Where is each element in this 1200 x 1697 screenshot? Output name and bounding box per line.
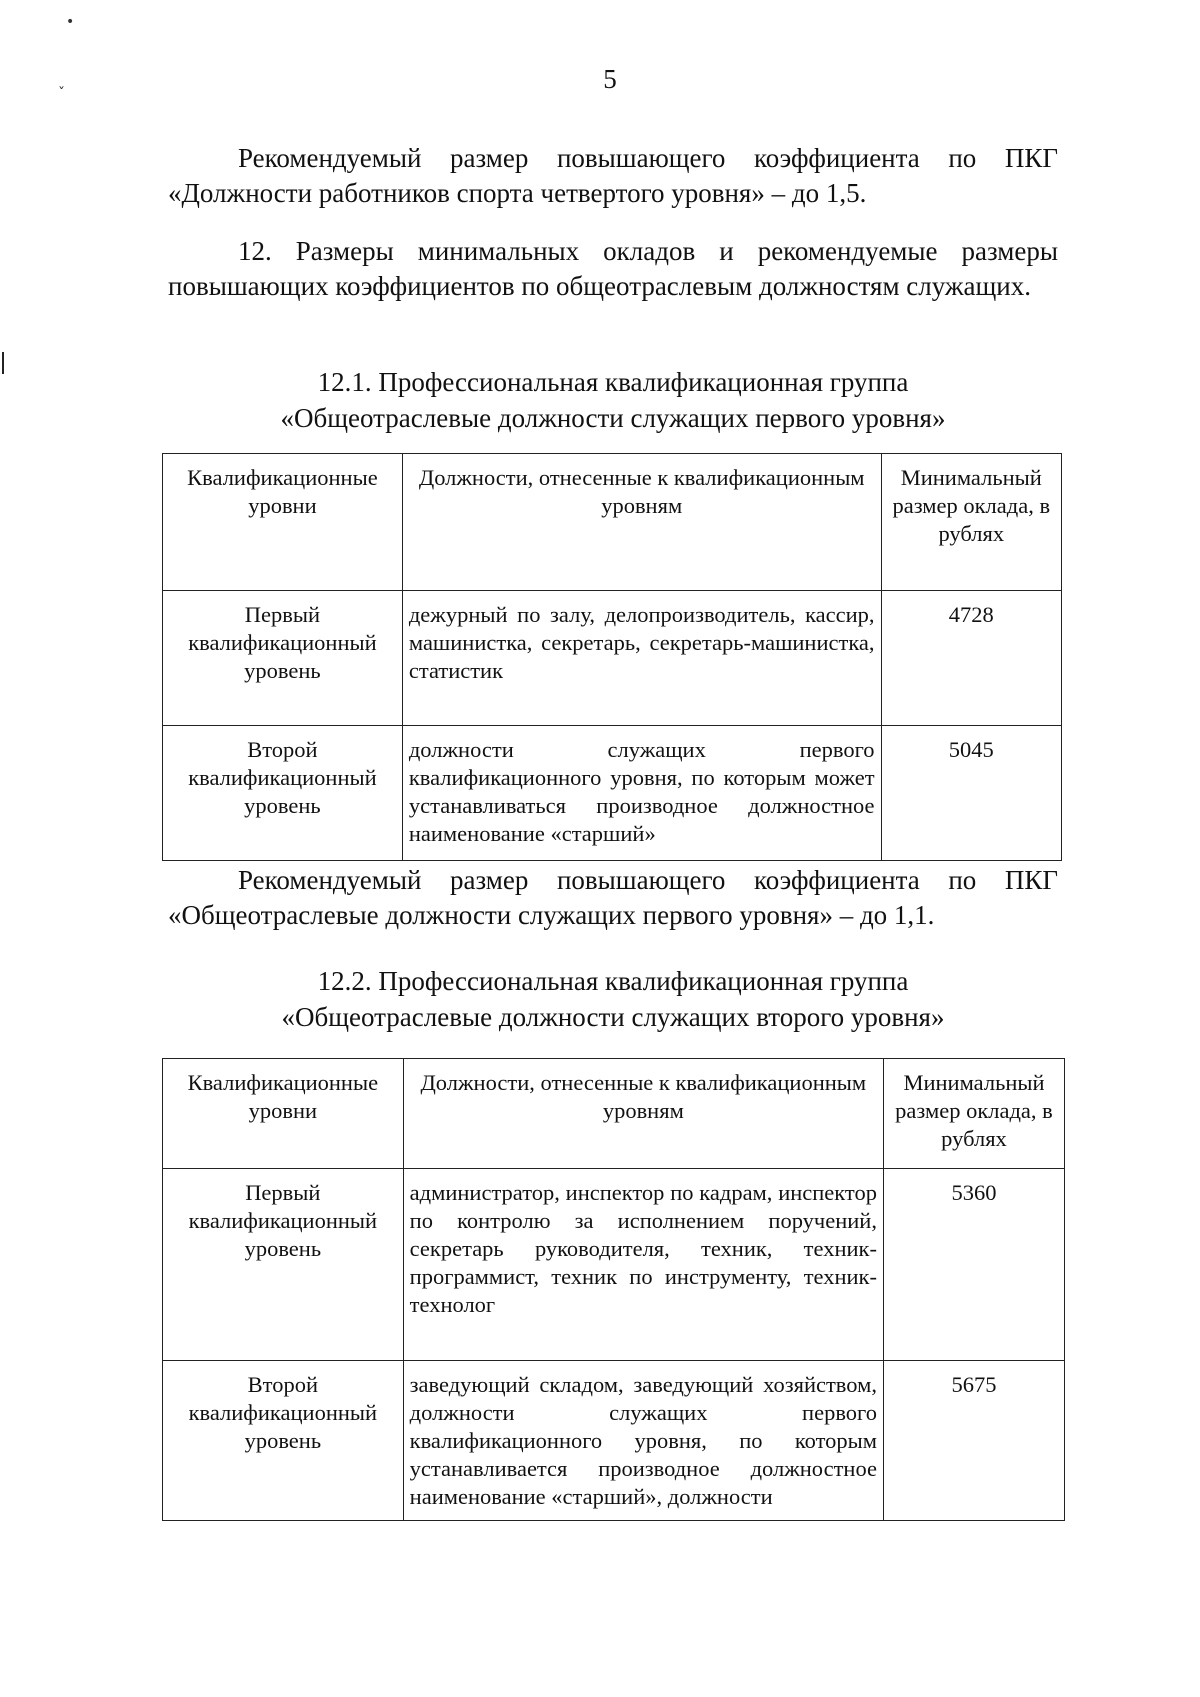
table-header-row xyxy=(163,1059,1065,1169)
scan-artifact-mark: ˇ xyxy=(58,86,65,102)
header-qual-levels: Квалификационные уровни xyxy=(163,454,403,591)
table-row xyxy=(163,726,1062,861)
pkg4-recommendation-paragraph: Рекомендуемый размер повышающего коэффициента по ПКГ «Должности работников спорта четвертого уровня» – до 1,5. xyxy=(168,143,1058,208)
section-12-2-heading xyxy=(168,963,1058,1035)
pkg-second-level-table xyxy=(162,1058,1065,1521)
row-positions: должности служащих первого квалификационного уровня, по которым может устанавливаться производное должностное наименование «старший» xyxy=(402,726,881,861)
row-positions: дежурный по залу, делопроизводитель, кассир, машинистка, секретарь, секретарь-машинистка, статистик xyxy=(402,591,881,726)
row-salary: 5045 xyxy=(881,726,1061,861)
row-salary: 4728 xyxy=(881,591,1061,726)
section-12-2-heading-line2: «Общеотраслевые должности служащих второго уровня» xyxy=(281,1002,945,1032)
row-positions: заведующий складом, заведующий хозяйством, должности служащих первого квалификационного уровня, по которым устанавливается производное должностное наименование «старший», должности xyxy=(403,1361,883,1521)
page-number: 5 xyxy=(603,64,617,94)
row-level: Первый квалификационный уровень xyxy=(163,1169,404,1361)
pkg-first-level-table xyxy=(162,453,1062,861)
section-12-1-heading-line1: 12.1. Профессиональная квалификационная группа xyxy=(317,367,909,397)
pkg-first-level-recommendation: Рекомендуемый размер повышающего коэффициента по ПКГ «Общеотраслевые должности служащих первого уровня» – до 1,1. xyxy=(168,865,1058,930)
table-row xyxy=(163,591,1062,726)
section-12-paragraph: 12. Размеры минимальных окладов и рекомендуемые размеры повышающих коэффициентов по общеотраслевым должностям служащих. xyxy=(168,236,1058,301)
header-qual-levels: Квалификационные уровни xyxy=(163,1059,404,1169)
row-salary: 5675 xyxy=(883,1361,1064,1521)
header-min-salary: Минимальный размер оклада, в рублях xyxy=(883,1059,1064,1169)
table-row xyxy=(163,1361,1065,1521)
row-level: Второй квалификационный уровень xyxy=(163,726,403,861)
section-12-2-heading-line1: 12.2. Профессиональная квалификационная группа xyxy=(317,966,909,996)
scan-edge-line xyxy=(2,352,4,374)
header-positions: Должности, отнесенные к квалификационным уровням xyxy=(402,454,881,591)
row-level: Первый квалификационный уровень xyxy=(163,591,403,726)
row-positions: администратор, инспектор по кадрам, инспектор по контролю за исполнением поручений, секретарь руководителя, техник, техник-программист, техник по инструменту, техник-технолог xyxy=(403,1169,883,1361)
scan-artifact-mark: • xyxy=(66,14,75,30)
header-positions: Должности, отнесенные к квалификационным уровням xyxy=(403,1059,883,1169)
header-min-salary: Минимальный размер оклада, в рублях xyxy=(881,454,1061,591)
table-row xyxy=(163,1169,1065,1361)
section-12-1-heading-line2: «Общеотраслевые должности служащих первого уровня» xyxy=(280,403,946,433)
row-salary: 5360 xyxy=(883,1169,1064,1361)
section-12-1-heading xyxy=(168,364,1058,436)
row-level: Второй квалификационный уровень xyxy=(163,1361,404,1521)
table-header-row xyxy=(163,454,1062,591)
